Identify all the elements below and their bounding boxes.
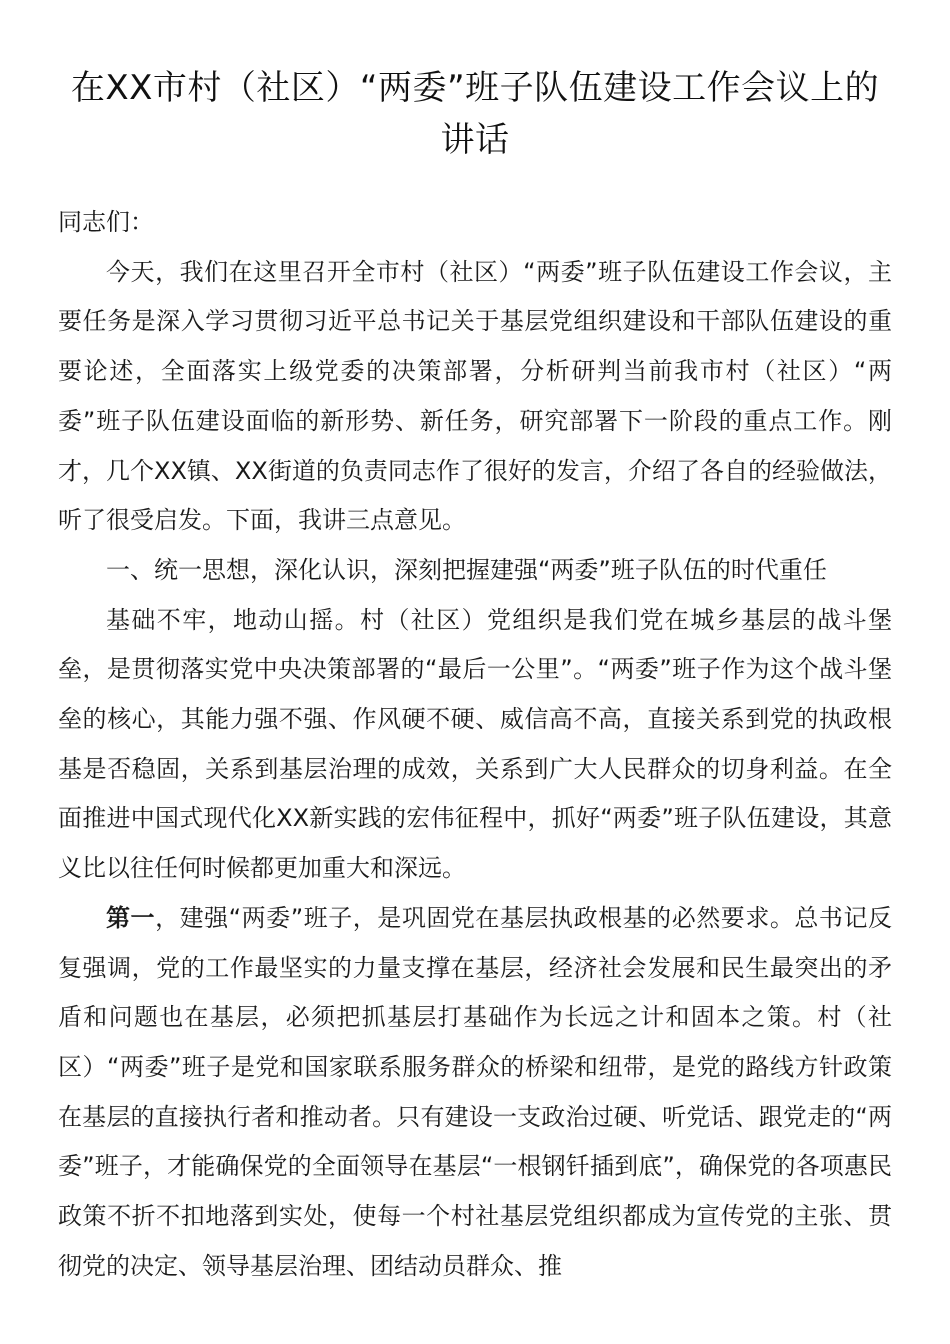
section-1-body-paragraph: 基础不牢，地动山摇。村（社区）党组织是我们党在城乡基层的战斗堡垒，是贯彻落实党中央决策部署的“最后一公里”。“两委”班子作为这个战斗堡垒的核心，其能力强不强、作风硬不硬、威信高不高，直接关系到党的执政根基是否稳固，关系到基层治理的成效，关系到广大人民群众的切身利益。在全面推进中国式现代化XX新实践的宏伟征程中，抓好“两委”班子队伍建设，其意义比以往任何时候都更加重大和深远。 bbox=[58, 605, 892, 883]
document-title: 在XX市村（社区）“两委”班子队伍建设工作会议上的讲话 bbox=[70, 68, 880, 160]
section-1-heading: 一、统一思想，深化认识，深刻把握建强“两委”班子队伍的时代重任 bbox=[106, 555, 827, 584]
point-1-body: ，建强“两委”班子，是巩固党在基层执政根基的必然要求。总书记反复强调，党的工作最坚实的力量支撑在基层，经济社会发展和民生最突出的矛盾和问题也在基层，必须把抓基层打基础作为长远之计和固本之策。村（社区）“两委”班子是党和国家联系服务群众的桥梁和纽带，是党的路线方针政策在基层的直接执行者和推动者。只有建设一支政治过硬、听党话、跟党走的“两委”班子，才能确保党的全面领导在基层“一根钢钎插到底”，确保党的各项惠民政策不折不扣地落到实处，使每一个村社基层党组织都成为宣传党的主张、贯彻党的决定、领导基层治理、团结动员群众、推 bbox=[58, 903, 892, 1280]
intro-paragraph: 今天，我们在这里召开全市村（社区）“两委”班子队伍建设工作会议，主要任务是深入学习贯彻习近平总书记关于基层党组织建设和干部队伍建设的重要论述，全面落实上级党委的决策部署，分析研判当前我市村（社区）“两委”班子队伍建设面临的新形势、新任务，研究部署下一阶段的重点工作。刚才，几个XX镇、XX街道的负责同志作了很好的发言，介绍了各自的经验做法，听了很受启发。下面，我讲三点意见。 bbox=[58, 257, 892, 535]
point-1-lead: 第一 bbox=[106, 903, 156, 932]
salutation: 同志们： bbox=[58, 208, 154, 236]
point-1-paragraph bbox=[58, 894, 892, 1292]
